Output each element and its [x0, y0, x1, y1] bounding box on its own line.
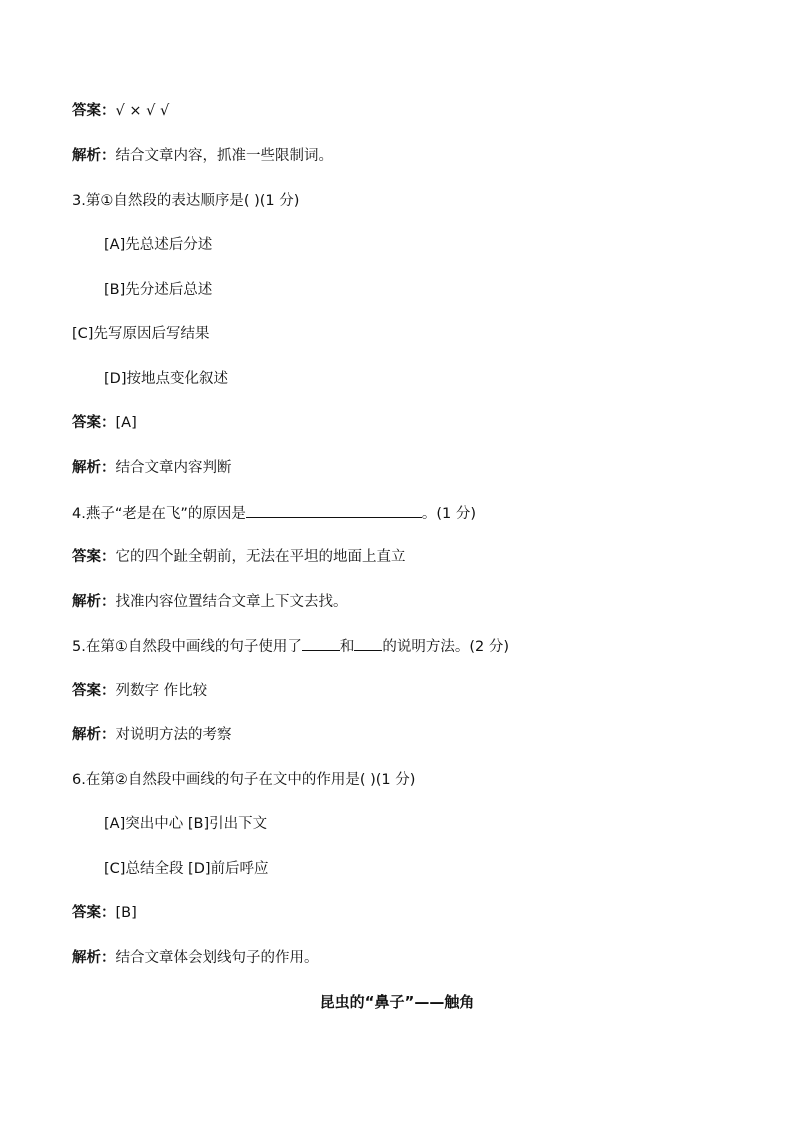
question-6: 6.在第②自然段中画线的句子在文中的作用是( )(1 分): [72, 772, 416, 788]
question-4-score: 。(1 分): [421, 506, 477, 522]
question-5-text: 5.在第①自然段中画线的句子使用了: [72, 639, 302, 655]
answer-5: [72, 681, 207, 701]
explanation-label: 解析：: [72, 148, 116, 164]
answer-value: [A]: [115, 415, 137, 431]
explanation-label: 解析：: [72, 727, 116, 743]
question-3-option-d: [D]按地点变化叙述: [104, 371, 228, 387]
answer-blank: [354, 636, 382, 651]
explanation-label: 解析：: [72, 950, 116, 966]
answer-label: 答案：: [72, 905, 116, 921]
question-3-option-a: [A]先总述后分述: [104, 237, 213, 253]
question-4-text: 4.燕子“老是在飞”的原因是: [72, 506, 246, 522]
explanation-value: 找准内容位置结合文章上下文去找。: [115, 594, 348, 610]
question-5: [72, 636, 509, 657]
explanation-value: 结合文章体会划线句子的作用。: [115, 950, 319, 966]
answer-blank: [246, 503, 422, 518]
question-3-option-c: [C]先写原因后写结果: [72, 326, 210, 342]
answer-value: √ × √ √: [115, 103, 170, 119]
explanation-value: 结合文章内容判断: [115, 460, 232, 476]
explanation-value: 结合文章内容，抓准一些限制词。: [115, 148, 333, 164]
question-6-options-ab: [A]突出中心 [B]引出下文: [104, 816, 268, 832]
answer-value: 列数字 作比较: [115, 683, 208, 699]
question-5-score: 的说明方法。(2 分): [382, 639, 509, 655]
explanation-5: [72, 725, 232, 745]
answer-4: [72, 547, 406, 567]
answer-label: 答案：: [72, 549, 116, 565]
explanation-6: [72, 948, 319, 968]
section-title: 昆虫的“鼻子”——触角: [319, 993, 475, 1011]
answer-6: [72, 903, 137, 923]
question-5-mid: 和: [339, 639, 355, 655]
question-4: [72, 503, 476, 524]
answer-3: [72, 413, 137, 433]
explanation-4: [72, 592, 348, 612]
question-3: 3.第①自然段的表达顺序是( )(1 分): [72, 193, 300, 209]
answer-label: 答案：: [72, 683, 116, 699]
answer-value: 它的四个趾全朝前，无法在平坦的地面上直立: [115, 549, 406, 565]
answer-label: 答案：: [72, 103, 116, 119]
question-6-options-cd: [C]总结全段 [D]前后呼应: [104, 861, 269, 877]
explanation-3: [72, 458, 232, 478]
answer-value: [B]: [115, 905, 137, 921]
explanation-1: [72, 146, 333, 166]
question-3-option-b: [B]先分述后总述: [104, 282, 213, 298]
explanation-label: 解析：: [72, 594, 116, 610]
answer-blank: [302, 636, 340, 651]
explanation-label: 解析：: [72, 460, 116, 476]
answer-label: 答案：: [72, 415, 116, 431]
explanation-value: 对说明方法的考察: [115, 727, 232, 743]
answer-1: [72, 101, 169, 121]
